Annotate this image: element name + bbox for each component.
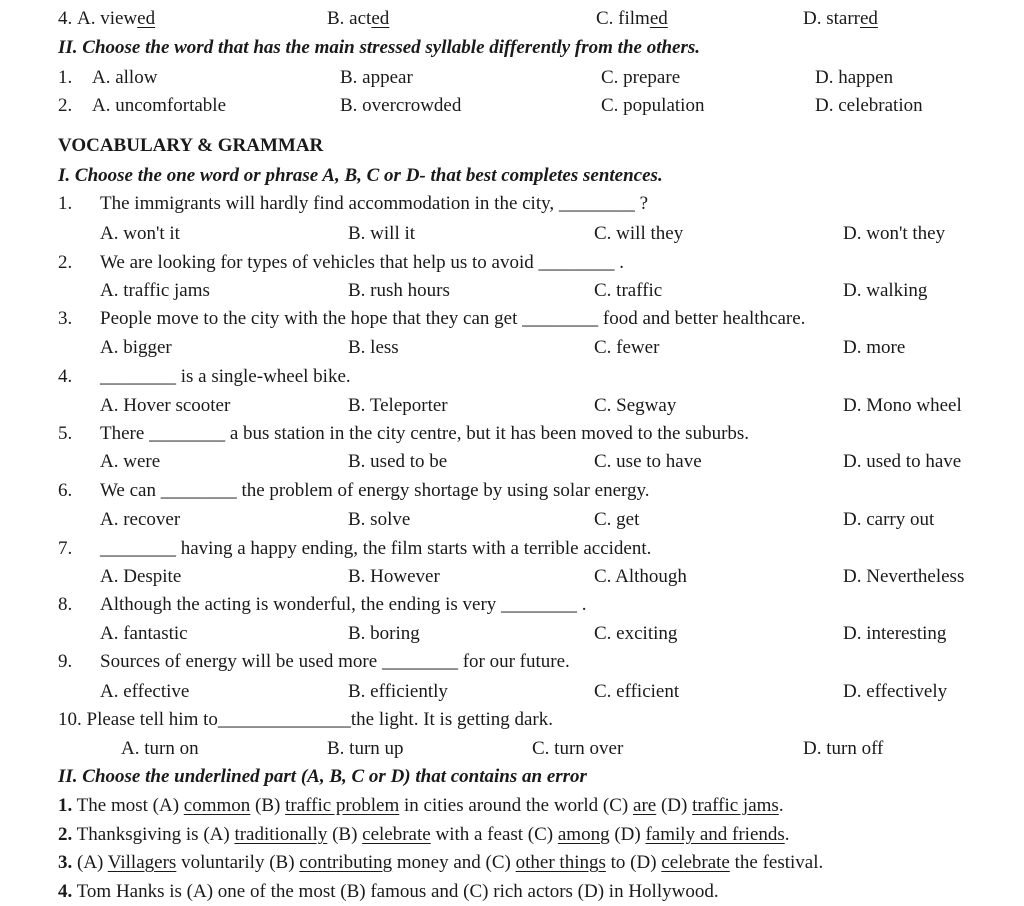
question-7-number: 7. — [58, 538, 73, 559]
question-7-option-b: B. However — [348, 566, 440, 587]
question-2-option-d: D. walking — [843, 280, 928, 301]
question-2-option-b: B. rush hours — [348, 280, 450, 301]
error-2-number: 2. — [58, 824, 73, 845]
question-3-blank: ________ — [522, 308, 599, 329]
error-item-4: 4. Tom Hanks is (A) one of the most (B) famous and (C) rich actors (D) in Hollywood. — [58, 881, 719, 902]
stress-row-2 — [0, 92, 1024, 120]
question-9-number: 9. — [58, 651, 73, 672]
question-6-stem — [0, 477, 1024, 505]
question-5-option-d: D. used to have — [843, 451, 962, 472]
error-section-heading: II. Choose the underlined part (A, B, C or D) that contains an error — [58, 766, 587, 787]
question-2-option-c: C. traffic — [594, 280, 663, 301]
question-7-option-a: A. Despite — [100, 566, 182, 587]
stress-1-number: 1. — [58, 67, 73, 88]
question-9-option-c: C. efficient — [594, 681, 680, 702]
question-7-stem — [0, 535, 1024, 563]
error-4-number: 4. — [58, 881, 73, 902]
question-8-blank: ________ — [501, 594, 578, 615]
error-1-number: 1. — [58, 795, 73, 816]
question-1-option-a: A. won't it — [100, 223, 180, 244]
stress-2-option-b: B. overcrowded — [340, 95, 462, 116]
question-4-stem — [0, 363, 1024, 391]
q4-option-d: D. starred — [803, 8, 878, 29]
error-item-1: 1. The most (A) common (B) traffic problem in cities around the world (C) are (D) traffic jams. — [58, 795, 784, 816]
question-3-text: People move to the city with the hope that they can get ________ food and better healthcare. — [100, 308, 806, 329]
question-1-blank: ________ — [558, 193, 635, 214]
question-2-stem — [0, 249, 1024, 277]
question-4-option-d: D. Mono wheel — [843, 395, 962, 416]
error-1-part-d: traffic jams — [692, 795, 779, 816]
question-6-option-b: B. solve — [348, 509, 411, 530]
error-3-number: 3. — [58, 852, 73, 873]
question-1-options — [0, 220, 1024, 248]
question-7-option-c: C. Although — [594, 566, 687, 587]
question-4-options — [0, 392, 1024, 420]
question-10-option-d: D. turn off — [803, 738, 884, 759]
q4-option-b: B. acted — [327, 8, 390, 29]
question-8-text: Although the acting is wonderful, the ending is very ________ . — [100, 594, 587, 615]
question-2-blank: ________ — [538, 252, 615, 273]
question-10-option-b: B. turn up — [327, 738, 404, 759]
question-9-options — [0, 678, 1024, 706]
question-1-option-c: C. will they — [594, 223, 684, 244]
question-3-options — [0, 334, 1024, 362]
question-10-option-a: A. turn on — [121, 738, 199, 759]
stress-1-option-c: C. prepare — [601, 67, 681, 88]
question-5-stem — [0, 420, 1024, 448]
question-6-blank: ________ — [160, 480, 237, 501]
question-6-option-c: C. get — [594, 509, 640, 530]
stress-2-option-d: D. celebration — [815, 95, 923, 116]
error-3-part-d: celebrate — [661, 852, 730, 873]
question-4-number: 4. — [58, 366, 73, 387]
stress-2-option-a: A. uncomfortable — [92, 95, 227, 116]
question-5-number: 5. — [58, 423, 73, 444]
q4-pronunciation-row — [0, 5, 1024, 33]
question-9-blank: ________ — [381, 651, 458, 672]
error-3-part-b: contributing — [299, 852, 393, 873]
question-5-text: There ________ a bus station in the city centre, but it has been moved to the suburbs. — [100, 423, 750, 444]
question-9-option-d: D. effectively — [843, 681, 948, 702]
question-6-option-d: D. carry out — [843, 509, 935, 530]
error-1-part-a: common — [183, 795, 251, 816]
question-1-number: 1. — [58, 193, 73, 214]
question-1-text: The immigrants will hardly find accommodation in the city, ________ ? — [100, 193, 649, 214]
stress-2-option-c: C. population — [601, 95, 705, 116]
question-3-stem — [0, 305, 1024, 333]
question-8-stem — [0, 591, 1024, 619]
error-1-part-c: are — [633, 795, 657, 816]
question-6-text: We can ________ the problem of energy shortage by using solar energy. — [100, 480, 650, 501]
question-2-text: We are looking for types of vehicles that help us to avoid ________ . — [100, 252, 625, 273]
error-2-part-c: among — [557, 824, 610, 845]
question-4-option-c: C. Segway — [594, 395, 677, 416]
question-7-options — [0, 563, 1024, 591]
stress-2-number: 2. — [58, 95, 73, 116]
question-1-stem — [0, 190, 1024, 218]
error-item-2: 2. Thanksgiving is (A) traditionally (B) celebrate with a feast (C) among (D) family and friends. — [58, 824, 790, 845]
error-item-3: 3. (A) Villagers voluntarily (B) contributing money and (C) other things to (D) celebrate the festival. — [58, 852, 824, 873]
question-2-options — [0, 277, 1024, 305]
question-8-option-a: A. fantastic — [100, 623, 188, 644]
question-9-text: Sources of energy will be used more ________ for our future. — [100, 651, 570, 672]
question-3-option-d: D. more — [843, 337, 906, 358]
q4-number: 4. — [58, 8, 73, 29]
question-5-options — [0, 448, 1024, 476]
question-10-option-c: C. turn over — [532, 738, 624, 759]
question-8-option-d: D. interesting — [843, 623, 947, 644]
stress-1-option-a: A. allow — [92, 67, 158, 88]
question-4-option-a: A. Hover scooter — [100, 395, 231, 416]
question-10-options — [0, 735, 1024, 763]
question-4-text: ________ is a single-wheel bike. — [100, 366, 351, 387]
error-2-part-a: traditionally — [234, 824, 328, 845]
stress-row-1 — [0, 64, 1024, 92]
question-6-option-a: A. recover — [100, 509, 181, 530]
question-5-option-a: A. were — [100, 451, 161, 472]
question-7-blank: ________ — [100, 538, 176, 559]
vocab-grammar-title: VOCABULARY & GRAMMAR — [58, 135, 324, 156]
question-5-option-b: B. used to be — [348, 451, 448, 472]
question-3-option-a: A. bigger — [100, 337, 172, 358]
question-8-option-c: C. exciting — [594, 623, 678, 644]
stress-1-option-d: D. happen — [815, 67, 894, 88]
error-2-part-b: celebrate — [362, 824, 431, 845]
question-3-option-b: B. less — [348, 337, 399, 358]
q4-option-a: A. viewed — [77, 8, 156, 29]
error-3-part-c: other things — [515, 852, 606, 873]
question-3-number: 3. — [58, 308, 73, 329]
error-3-part-a: Villagers — [107, 852, 177, 873]
question-2-number: 2. — [58, 252, 73, 273]
question-7-option-d: D. Nevertheless — [843, 566, 965, 587]
question-3-option-c: C. fewer — [594, 337, 660, 358]
question-1-option-d: D. won't they — [843, 223, 946, 244]
error-2-part-d: family and friends — [645, 824, 785, 845]
question-6-number: 6. — [58, 480, 73, 501]
vocab-section-heading: I. Choose the one word or phrase A, B, C or D- that best completes sentences. — [58, 165, 663, 186]
question-10-text: 10. Please tell him to______________the light. It is getting dark. — [58, 709, 554, 730]
question-7-text: ________ having a happy ending, the film starts with a terrible accident. — [100, 538, 652, 559]
question-9-option-b: B. efficiently — [348, 681, 448, 702]
stress-1-option-b: B. appear — [340, 67, 413, 88]
question-10-stem — [0, 706, 1024, 734]
question-5-blank: ________ — [149, 423, 226, 444]
error-1-part-b: traffic problem — [285, 795, 400, 816]
q4-option-c: C. filmed — [596, 8, 668, 29]
question-1-option-b: B. will it — [348, 223, 416, 244]
stress-section-heading: II. Choose the word that has the main stressed syllable differently from the others. — [58, 37, 701, 58]
question-9-stem — [0, 648, 1024, 676]
question-6-options — [0, 506, 1024, 534]
question-10-blank: ______________ — [217, 709, 351, 730]
question-8-option-b: B. boring — [348, 623, 420, 644]
question-2-option-a: A. traffic jams — [100, 280, 210, 301]
question-4-blank: ________ — [100, 366, 176, 387]
question-9-option-a: A. effective — [100, 681, 190, 702]
question-8-number: 8. — [58, 594, 73, 615]
question-4-option-b: B. Teleporter — [348, 395, 448, 416]
question-8-options — [0, 620, 1024, 648]
question-5-option-c: C. use to have — [594, 451, 702, 472]
